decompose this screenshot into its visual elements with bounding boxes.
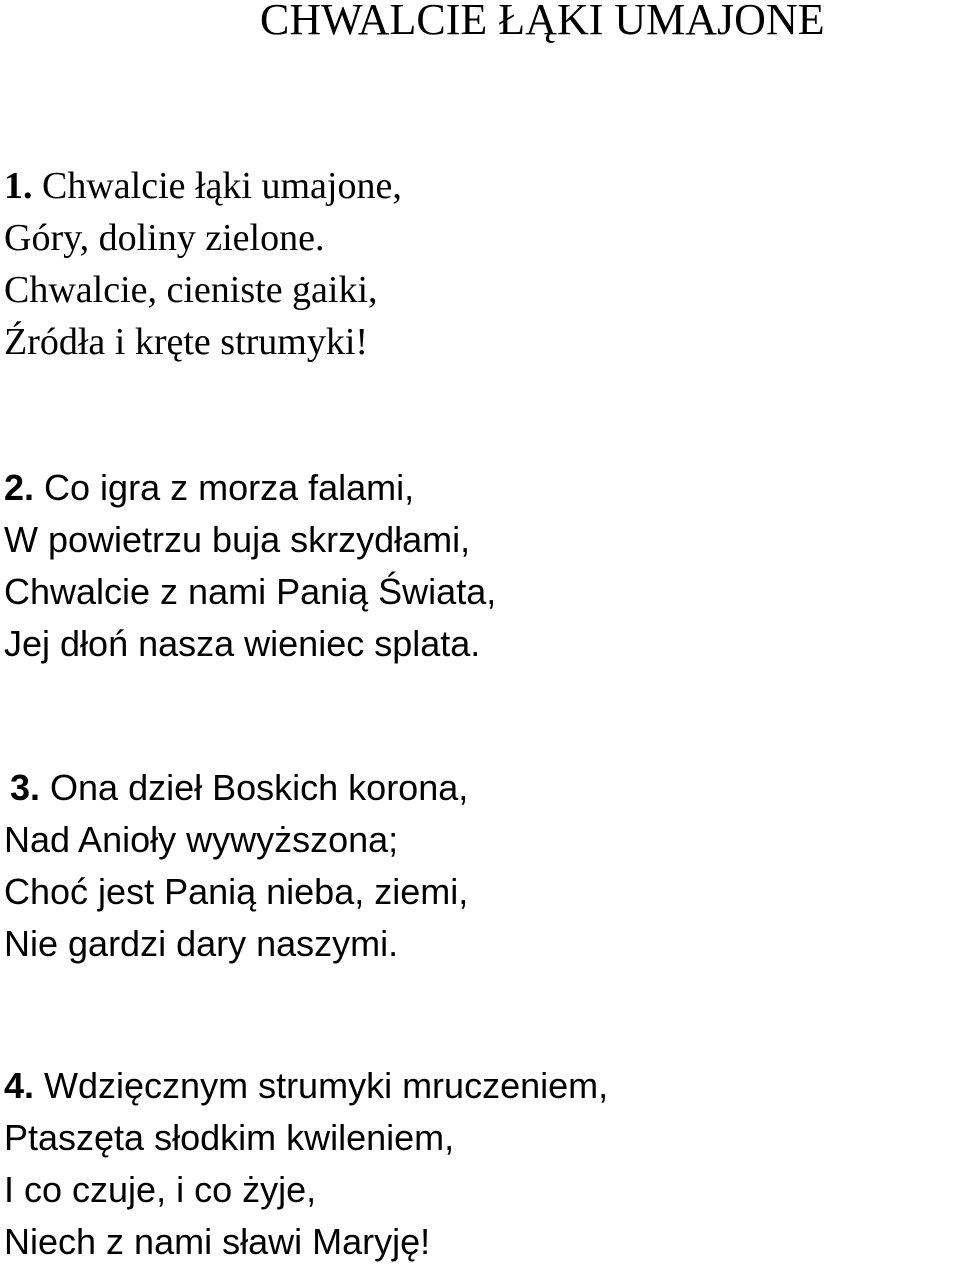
stanza-line: Chwalcie, cieniste gaiki, — [4, 269, 378, 311]
song-title: CHWALCIE ŁĄKI UMAJONE — [260, 0, 825, 44]
stanza-line: Ptaszęta słodkim kwileniem, — [4, 1117, 455, 1158]
stanza-number: 3. — [10, 767, 41, 808]
stanza-line: Źródła i kręte strumyki! — [4, 321, 369, 363]
stanza-line-text: Chwalcie łąki umajone, — [32, 165, 402, 207]
stanza-line: Nad Anioły wywyższona; — [4, 819, 399, 860]
stanza-line — [4, 462, 496, 514]
stanza-1 — [4, 160, 402, 368]
stanza-line: W powietrzu buja skrzydłami, — [4, 519, 471, 560]
stanza-line-text: Wdzięcznym strumyki mruczeniem, — [34, 1065, 609, 1106]
stanza-line: Choć jest Panią nieba, ziemi, — [4, 871, 469, 912]
stanza-number: 4. — [4, 1065, 35, 1106]
stanza-line: Nie gardzi dary naszymi. — [4, 923, 399, 964]
stanza-3 — [4, 762, 469, 970]
stanza-line-text: Ona dzieł Boskich korona, — [40, 767, 469, 808]
stanza-line — [10, 762, 468, 814]
stanza-line: Góry, doliny zielone. — [4, 217, 325, 259]
stanza-line: Jej dłoń nasza wieniec splata. — [4, 623, 481, 664]
stanza-number: 2. — [4, 467, 35, 508]
stanza-4 — [4, 1060, 608, 1268]
stanza-line-text: Co igra z morza falami, — [34, 467, 415, 508]
stanza-2 — [4, 462, 496, 670]
stanza-line — [4, 160, 402, 212]
stanza-line: Niech z nami sławi Maryję! — [4, 1221, 431, 1262]
stanza-line — [4, 1060, 608, 1112]
stanza-line: I co czuje, i co żyje, — [4, 1169, 317, 1210]
stanza-number: 1. — [4, 165, 33, 207]
stanza-line: Chwalcie z nami Panią Świata, — [4, 571, 497, 612]
